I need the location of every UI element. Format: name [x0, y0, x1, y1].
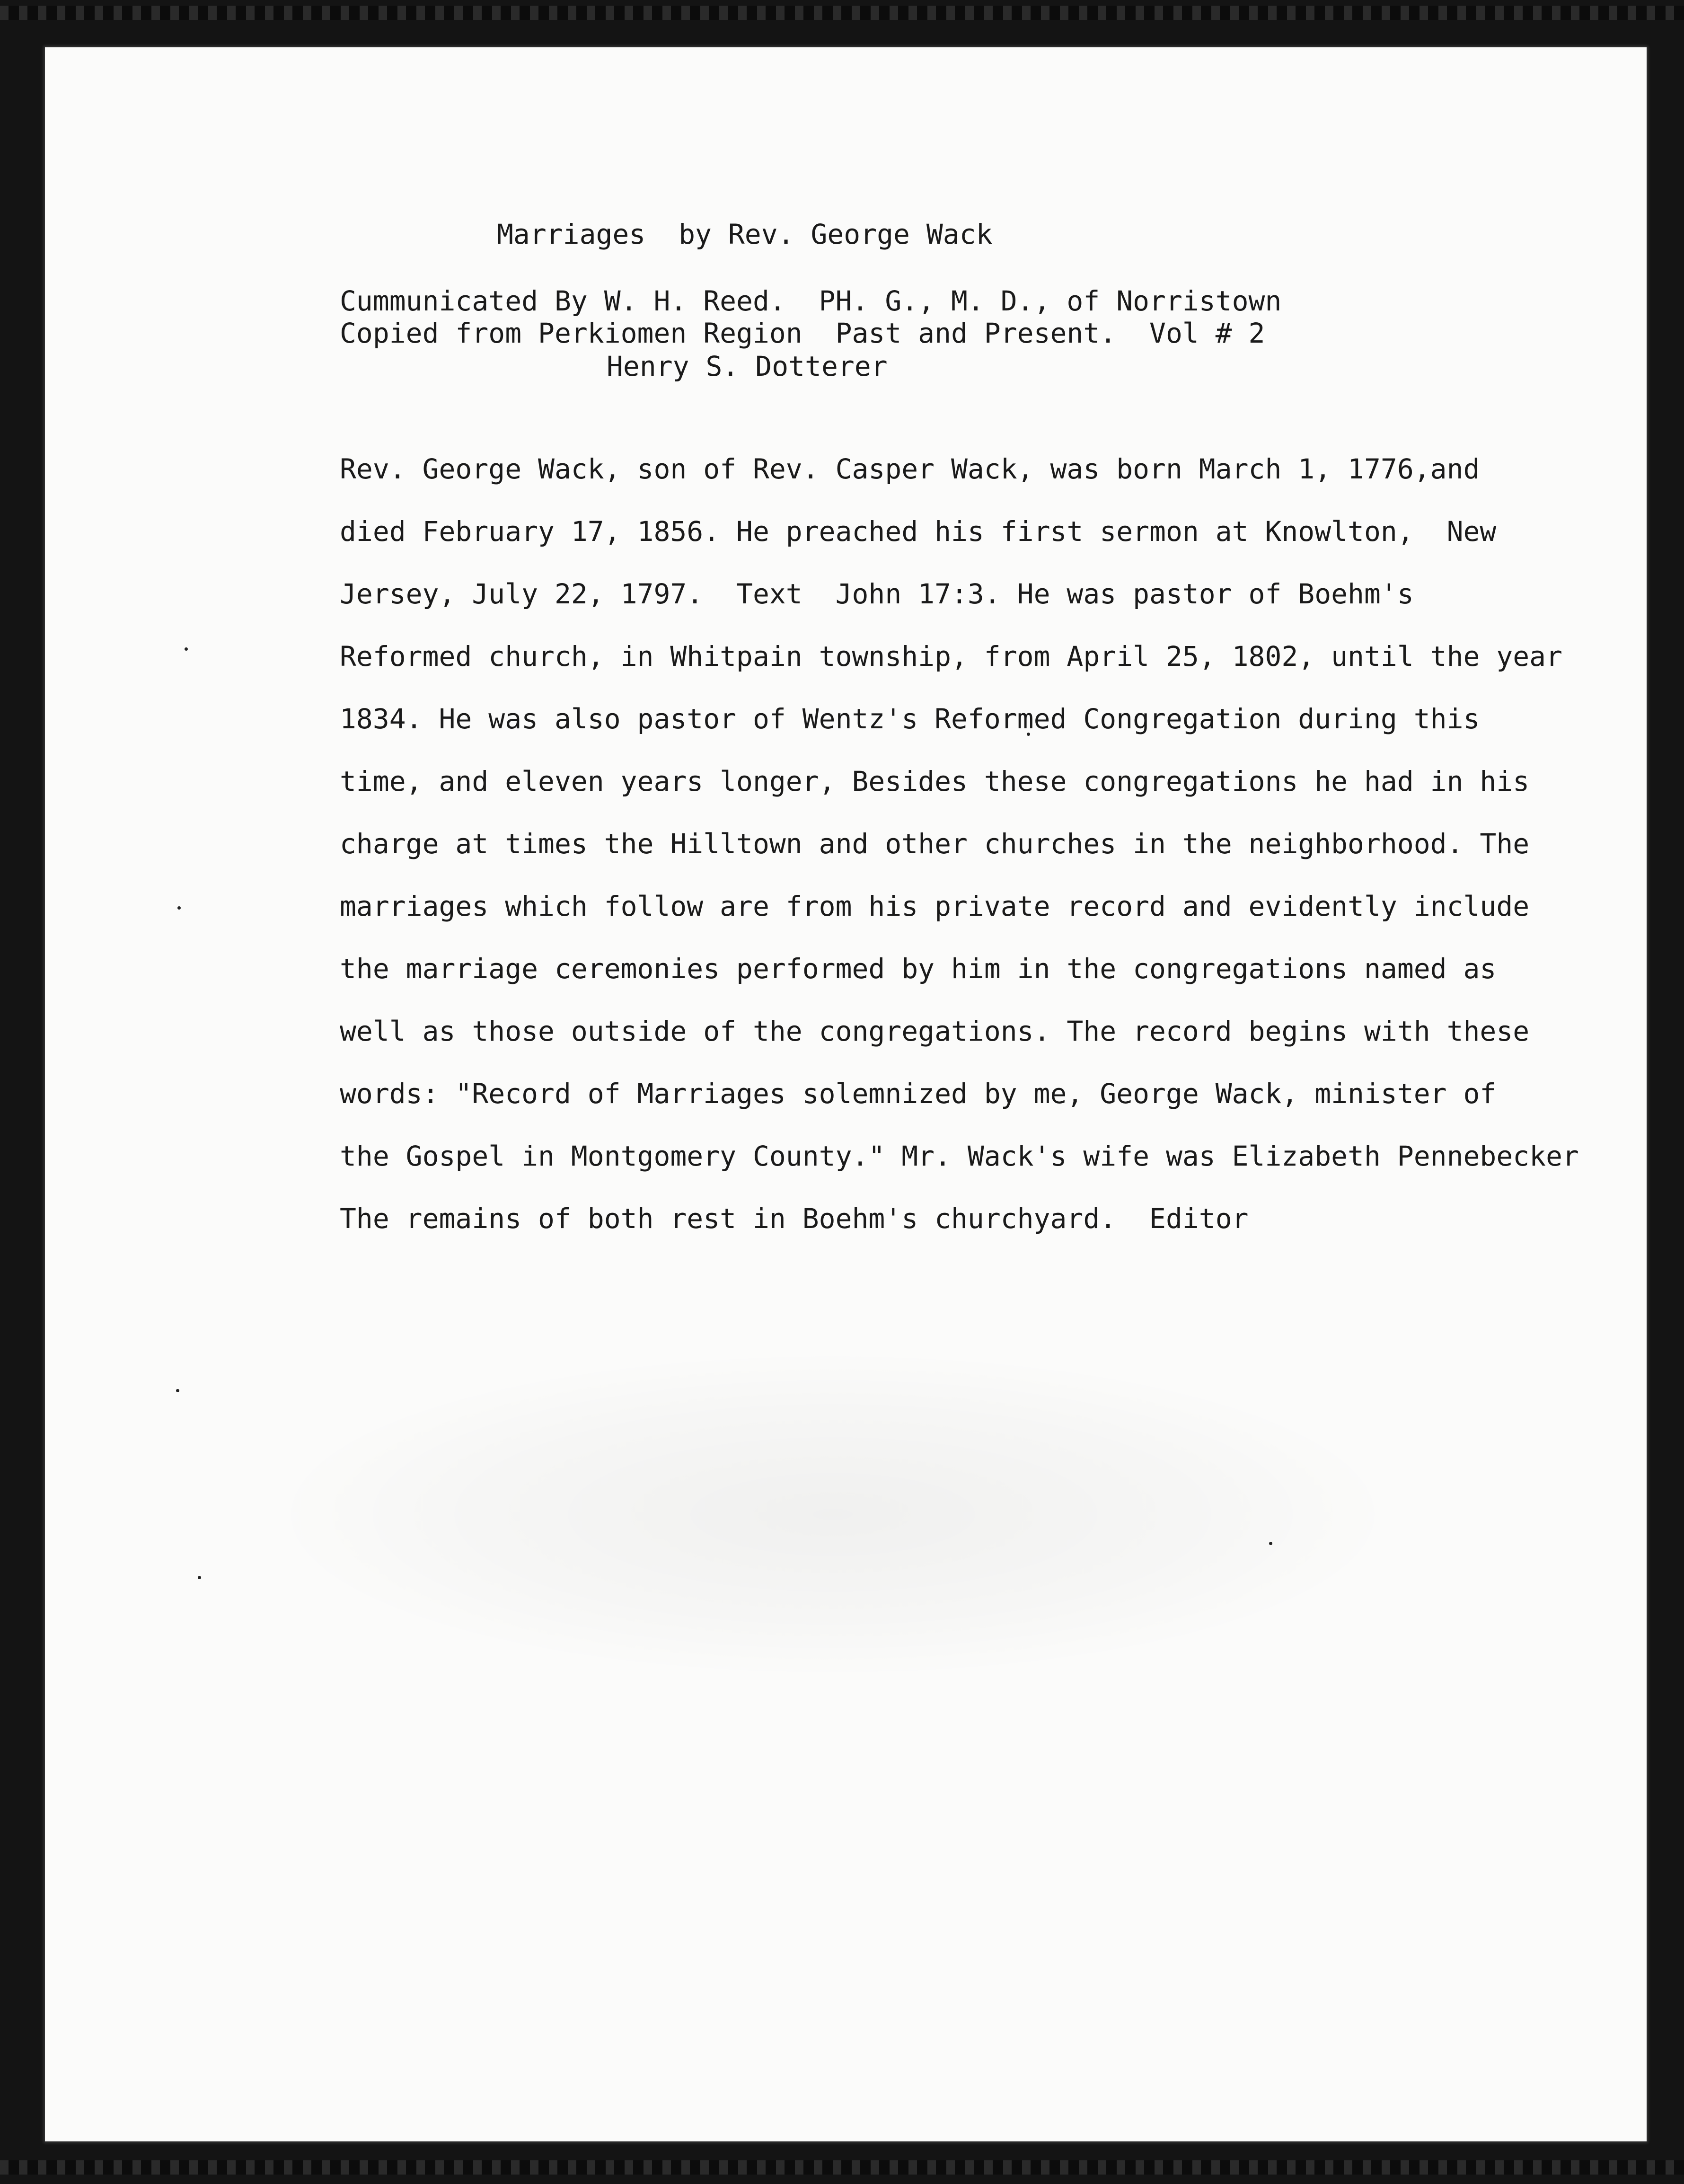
body-line: words: "Record of Marriages solemnized by me, George Wack, minister of: [340, 1078, 1497, 1110]
film-edge-top: [0, 6, 1684, 20]
body-line: the Gospel in Montgomery County." Mr. Wack's wife was Elizabeth Pennebecker: [340, 1140, 1579, 1172]
author-line: Henry S. Dotterer: [607, 350, 888, 382]
scan-speck: [1269, 1542, 1272, 1545]
body-line: Reformed church, in Whitpain township, from April 25, 1802, until the year: [340, 640, 1563, 672]
body-line: Jersey, July 22, 1797. Text John 17:3. He was pastor of Boehm's: [340, 578, 1414, 610]
scan-speck: [177, 906, 181, 910]
reverse-side-bleed-through: [265, 1349, 1401, 1680]
body-line: the marriage ceremonies performed by him in the congregations named as: [340, 953, 1497, 985]
body-line: Rev. George Wack, son of Rev. Casper Wack, was born March 1, 1776,and: [340, 453, 1480, 485]
scan-speck: [176, 1389, 179, 1392]
communicated-by-line: Cummunicated By W. H. Reed. PH. G., M. D., of Norristown: [340, 285, 1282, 317]
scan-speck: [185, 647, 188, 651]
body-line: charge at times the Hilltown and other churches in the neighborhood. The: [340, 828, 1530, 860]
document-title: Marriages by Rev. George Wack: [497, 218, 993, 250]
body-line: 1834. He was also pastor of Wentz's Reformed Congregation during this: [340, 703, 1480, 735]
body-line: time, and eleven years longer, Besides these congregations he had in his: [340, 765, 1530, 797]
body-line: died February 17, 1856. He preached his first sermon at Knowlton, New: [340, 515, 1497, 548]
body-line: well as those outside of the congregations. The record begins with these: [340, 1015, 1530, 1047]
scan-speck: [198, 1576, 201, 1579]
film-edge-bottom: [0, 2160, 1684, 2175]
body-paragraph: [340, 438, 1646, 1250]
body-line: marriages which follow are from his private record and evidently include: [340, 890, 1530, 922]
body-line: The remains of both rest in Boehm's churchyard. Editor: [340, 1203, 1249, 1235]
source-line: Copied from Perkiomen Region Past and Present. Vol # 2: [340, 317, 1265, 349]
